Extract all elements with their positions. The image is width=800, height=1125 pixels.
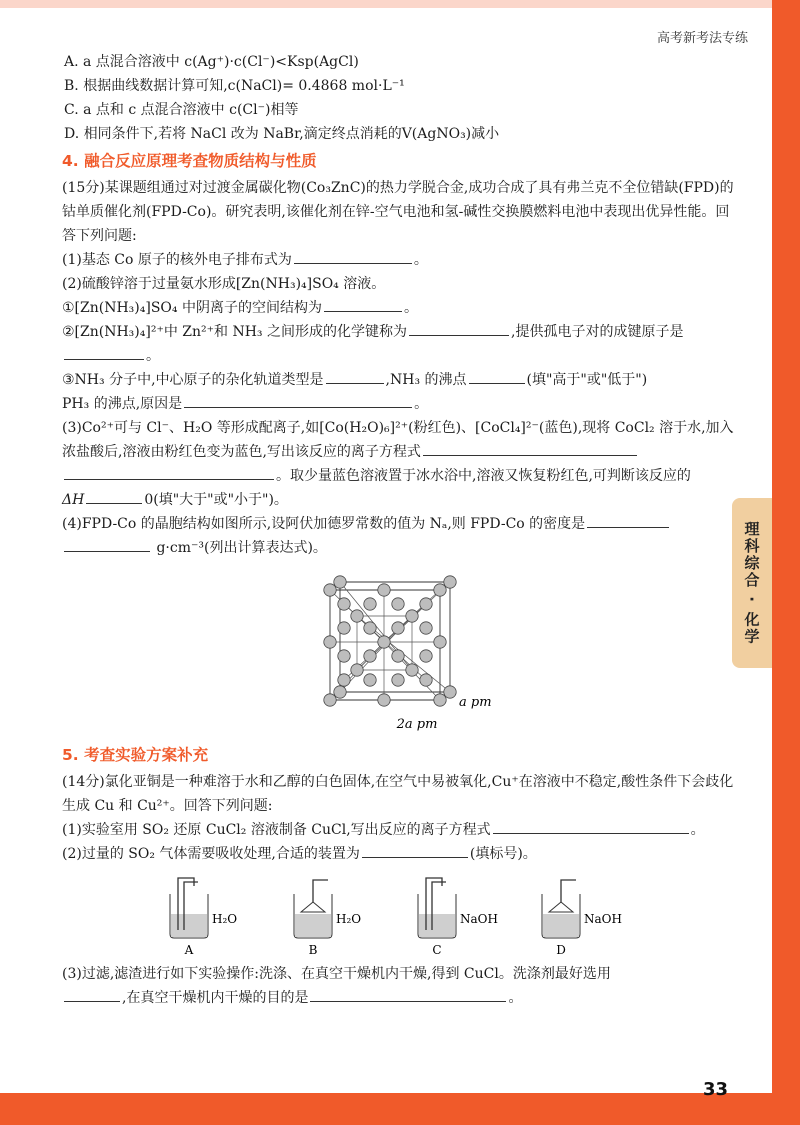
atom-sphere	[334, 686, 346, 698]
answer-blank[interactable]	[64, 345, 144, 360]
atom-sphere	[420, 622, 432, 634]
s4-q4-text1: (4)FPD-Co 的晶胞结构如图所示,设阿伏加德罗常数的值为 Nₐ,则 FPD-Co 的密度是	[62, 516, 586, 532]
s4-q2b-line2: 。	[62, 344, 742, 368]
s5-q3-line2: ,在真空干燥机内干燥的目的是 。	[62, 986, 742, 1010]
answer-blank[interactable]	[423, 441, 637, 456]
atom-sphere	[406, 664, 418, 676]
s4-q2c	[62, 368, 742, 392]
s4-q3-text4: 0(填"大于"或"小于")。	[144, 492, 288, 508]
option-a: A. a 点混合溶液中 c(Ag⁺)·c(Cl⁻)<Ksp(AgCl)	[64, 54, 359, 70]
atom-sphere	[392, 674, 404, 686]
atom-sphere	[364, 650, 376, 662]
s4-q1: (1)基态 Co 原子的核外电子排布式为 。	[62, 248, 742, 272]
s4-q4-line2	[62, 536, 742, 560]
s4-q2c-text4: PH₃ 的沸点,原因是	[62, 396, 183, 412]
subject-tab-label: 理科综合 · 化学	[742, 520, 761, 646]
label-d: D	[556, 943, 566, 957]
delta-h: ΔH	[62, 492, 85, 508]
s5-q2-text1: (2)过量的 SO₂ 气体需要吸收处理,合适的装置为	[62, 846, 360, 862]
s4-q3-text2: 。取少量蓝色溶液置于冰水浴中,溶液又恢复粉红色,可判断该反应的	[276, 468, 691, 484]
answer-blank[interactable]	[469, 369, 525, 384]
running-title: 高考新考法专练	[656, 31, 748, 46]
atom-sphere	[324, 584, 336, 596]
atom-sphere	[338, 674, 350, 686]
reagent-b: H₂O	[336, 912, 362, 926]
s4-q3-text1: (3)Co²⁺可与 Cl⁻、H₂O 等形成配离子,如[Co(H₂O)₆]²⁺(粉红色)、[CoCl₄]²⁻(蓝色),现将 CoCl₂ 溶于水,加入浓盐酸后,溶液由粉红色变为蓝色,写出该反应的离子方程式	[62, 420, 734, 460]
s5-q3-text1: (3)过滤,滤渣进行如下实验操作:洗涤、在真空干燥机内干燥,得到 CuCl。洗涤剂最好选用	[62, 966, 611, 982]
answer-blank[interactable]	[64, 465, 274, 480]
s4-q3-line2	[62, 464, 742, 488]
s5-q1: (1)实验室用 SO₂ 还原 CuCl₂ 溶液制备 CuCl,写出反应的离子方程式 。	[62, 818, 742, 842]
s5-q3	[62, 962, 742, 986]
s4-q2b-text1: ②[Zn(NH₃)₄]²⁺中 Zn²⁺和 NH₃ 之间形成的化学键称为	[62, 324, 407, 340]
apparatus-b	[294, 880, 361, 957]
answer-blank[interactable]	[362, 843, 468, 858]
section5-heading: 5. 考查实验方案补充	[62, 746, 209, 764]
atom-sphere	[392, 598, 404, 610]
atom-sphere	[351, 610, 363, 622]
s4-q3	[62, 416, 742, 464]
figure-label-a: a pm	[459, 695, 492, 710]
s4-q2: (2)硫酸锌溶于过量氨水形成[Zn(NH₃)₄]SO₄ 溶液。	[62, 276, 386, 292]
atom-sphere	[378, 584, 390, 596]
atom-sphere	[420, 674, 432, 686]
apparatus-d	[542, 880, 622, 957]
atom-sphere	[420, 598, 432, 610]
atom-sphere	[392, 622, 404, 634]
crystal-cell-figure	[62, 572, 742, 732]
atom-sphere	[364, 598, 376, 610]
label-c: C	[432, 943, 442, 957]
atom-sphere	[434, 636, 446, 648]
label-a: A	[184, 943, 194, 957]
atom-sphere	[324, 694, 336, 706]
s4-q2a-text: ①[Zn(NH₃)₄]SO₄ 中阴离子的空间结构为	[62, 300, 322, 316]
answer-blank[interactable]	[409, 321, 509, 336]
atom-sphere	[378, 694, 390, 706]
s4-q2b-text2: ,提供孤电子对的成键原子是	[511, 324, 684, 340]
atoms-group	[324, 576, 456, 706]
page-content	[62, 50, 742, 1010]
s4-q2c-line2: PH₃ 的沸点,原因是 。	[62, 392, 742, 416]
atom-sphere	[338, 622, 350, 634]
s4-q2b	[62, 320, 742, 344]
s5-q2	[62, 842, 742, 866]
bottom-border	[0, 1093, 800, 1125]
atom-sphere	[406, 610, 418, 622]
atom-sphere	[364, 622, 376, 634]
answer-blank[interactable]	[310, 987, 506, 1002]
atom-sphere	[420, 650, 432, 662]
reagent-a: H₂O	[212, 912, 238, 926]
option-b: B. 根据曲线数据计算可知,c(NaCl)= 0.4868 mol·L⁻¹	[64, 78, 405, 94]
atom-sphere	[364, 674, 376, 686]
atom-sphere	[444, 576, 456, 588]
atom-sphere	[434, 694, 446, 706]
atom-sphere	[392, 650, 404, 662]
s5-q2-text2: (填标号)。	[469, 846, 537, 862]
option-c: C. a 点和 c 点混合溶液中 c(Cl⁻)相等	[64, 102, 299, 118]
apparatus-c	[418, 878, 498, 957]
apparatus-a	[170, 878, 237, 957]
s4-q2c-text3: (填"高于"或"低于")	[526, 372, 648, 388]
s4-q4-text2: g·cm⁻³(列出计算表达式)。	[156, 540, 327, 556]
answer-blank[interactable]	[64, 987, 120, 1002]
right-border	[772, 0, 800, 1125]
answer-blank[interactable]	[326, 369, 384, 384]
label-b: B	[308, 943, 318, 957]
answer-blank[interactable]	[64, 537, 150, 552]
atom-sphere	[434, 584, 446, 596]
answer-blank[interactable]	[184, 393, 412, 408]
s4-q1-text: (1)基态 Co 原子的核外电子排布式为	[62, 252, 292, 268]
option-d: D. 相同条件下,若将 NaCl 改为 NaBr,滴定终点消耗的V(AgNO₃)减小	[64, 126, 500, 142]
atom-sphere	[338, 650, 350, 662]
section5-intro: (14分)氯化亚铜是一种难溶于水和乙醇的白色固体,在空气中易被氧化,Cu⁺在溶液中不稳定,酸性条件下会歧化生成 Cu 和 Cu²⁺。回答下列问题:	[62, 774, 734, 814]
page-number: 33	[702, 1079, 728, 1100]
s5-q1-text: (1)实验室用 SO₂ 还原 CuCl₂ 溶液制备 CuCl,写出反应的离子方程式	[62, 822, 491, 838]
figure-label-2a: 2a pm	[396, 717, 438, 732]
atom-sphere	[338, 598, 350, 610]
answer-blank[interactable]	[324, 297, 402, 312]
atom-sphere	[351, 664, 363, 676]
s4-q2c-text1: ③NH₃ 分子中,中心原子的杂化轨道类型是	[62, 372, 324, 388]
atom-sphere	[324, 636, 336, 648]
atom-sphere	[378, 636, 390, 648]
absorption-apparatus-figure	[62, 872, 742, 958]
top-edge	[0, 0, 800, 8]
reagent-c: NaOH	[460, 912, 498, 926]
atom-sphere	[444, 686, 456, 698]
answer-blank[interactable]	[86, 489, 142, 504]
s5-q3-text2: ,在真空干燥机内干燥的目的是	[122, 990, 309, 1006]
answer-blank[interactable]	[294, 249, 412, 264]
section4-heading: 4. 融合反应原理考查物质结构与性质	[62, 152, 317, 170]
s4-q4	[62, 512, 742, 536]
answer-blank[interactable]	[493, 819, 689, 834]
atom-sphere	[334, 576, 346, 588]
s4-q2a: ①[Zn(NH₃)₄]SO₄ 中阴离子的空间结构为 。	[62, 296, 742, 320]
section4-intro: (15分)某课题组通过对过渡金属碳化物(Co₃ZnC)的热力学脱合金,成功合成了具有弗兰克不全位错缺(FPD)的钴单质催化剂(FPD-Co)。研究表明,该催化剂在锌-空气电池和氢-碱性交换膜燃料电池中表现出优异性能。回答下列问题:	[62, 180, 734, 244]
answer-blank[interactable]	[587, 513, 669, 528]
s4-q3-line3	[62, 488, 742, 512]
s4-q2c-text2: ,NH₃ 的沸点	[385, 372, 467, 388]
reagent-d: NaOH	[584, 912, 622, 926]
